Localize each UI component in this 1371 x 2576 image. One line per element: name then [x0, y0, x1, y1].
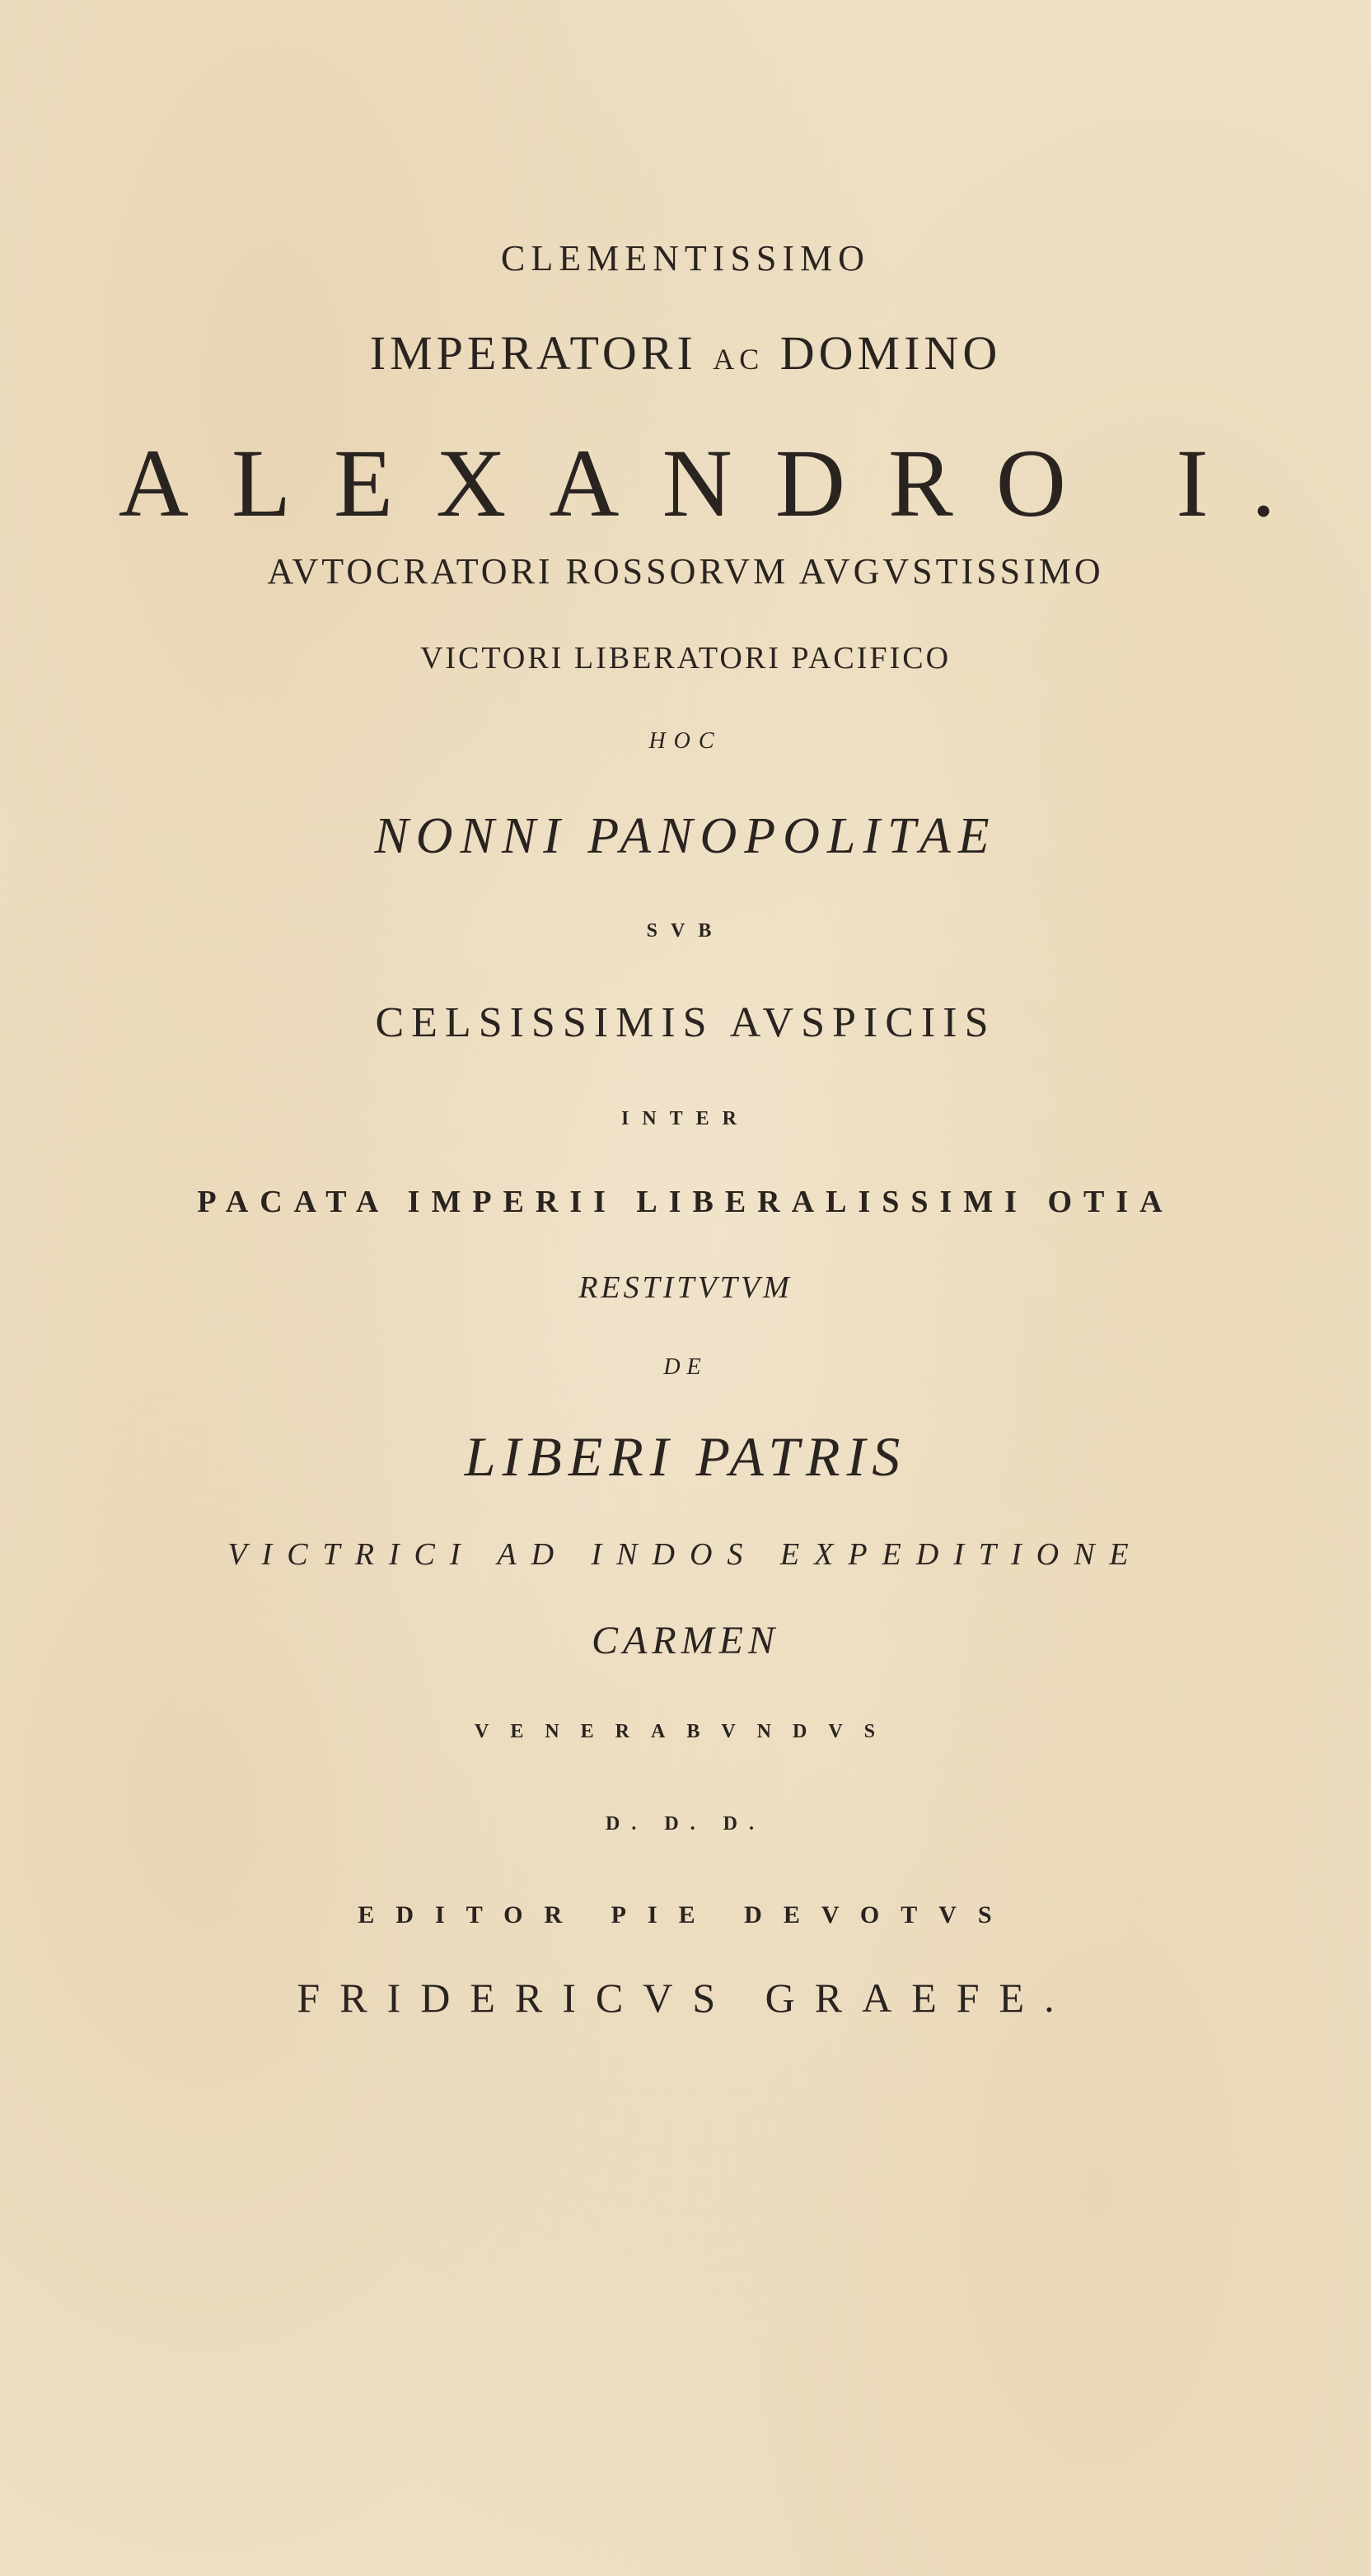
dedication-line-svb: SVB: [646, 920, 725, 942]
dedication-line-carmen: CARMEN: [592, 1619, 779, 1662]
word-imperatori: IMPERATORI: [369, 326, 697, 380]
dedication-line-imperatori: [0, 326, 1371, 380]
word-ac: AC: [713, 343, 765, 376]
dedication-line-editor: EDITOR PIE DEVOTVS: [358, 1901, 1013, 1928]
dedication-line-hoc: HOC: [648, 728, 723, 754]
dedicatee-name: ALEXANDRO I.: [118, 429, 1319, 537]
dedication-line-victori: VICTORI LIBERATORI PACIFICO: [419, 641, 952, 676]
dedication-line-celsissimis: CELSISSIMIS AVSPICIIS: [375, 999, 996, 1046]
dedication-line-clementissimo: CLEMENTISSIMO: [501, 238, 870, 278]
dedication-line-inter: INTER: [620, 1108, 751, 1129]
dedication-line-ddd: D. D. D.: [606, 1813, 765, 1835]
dedication-line-de: DE: [663, 1354, 708, 1380]
work-title: LIBERI PATRIS: [464, 1425, 907, 1488]
author-name: NONNI PANOPOLITAE: [374, 808, 997, 864]
word-domino: DOMINO: [779, 326, 1002, 380]
editor-name: FRIDERICVS GRAEFE.: [297, 1975, 1074, 2021]
dedication-line-venerabvndvs: VENERABVNDVS: [474, 1721, 897, 1742]
dedication-line-avtocratori: AVTOCRATORI ROSSORVM AVGVSTISSIMO: [267, 551, 1104, 591]
dedication-line-restitvtvm: RESTITVTVM: [578, 1270, 793, 1305]
dedication-line-victrici: VICTRICI AD INDOS EXPEDITIONE: [227, 1537, 1144, 1572]
dedication-line-pacata: PACATA IMPERII LIBERALISSIMI OTIA: [197, 1185, 1174, 1219]
